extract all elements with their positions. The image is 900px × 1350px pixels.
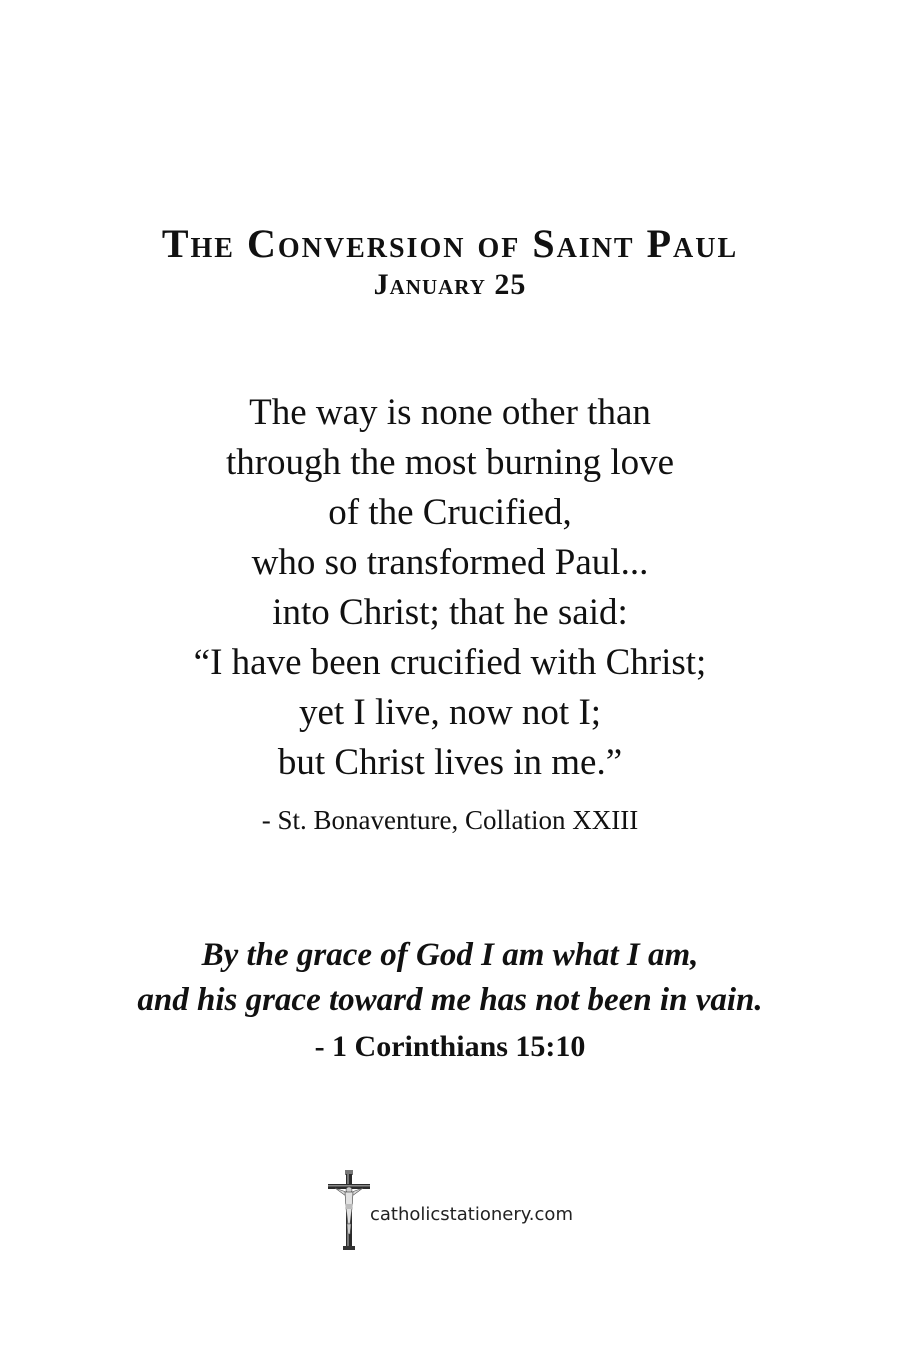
quote-line: of the Crucified,: [328, 492, 572, 533]
scripture-reference: - 1 Corinthians 15:10: [314, 1030, 586, 1063]
quote-line: into Christ; that he said:: [272, 592, 628, 633]
quote-line: The way is none other than: [249, 392, 651, 433]
quote-line: “I have been crucified with Christ;: [193, 642, 707, 683]
quote-line: yet I live, now not I;: [298, 692, 602, 733]
website-label: catholicstationery.com: [370, 1204, 573, 1225]
feast-date: January 25: [373, 268, 527, 301]
feast-title: The Conversion of Saint Paul: [161, 221, 739, 266]
quote-line: but Christ lives in me.”: [277, 742, 623, 783]
quote-line: who so transformed Paul...: [251, 542, 649, 583]
scripture-verse: [0, 933, 900, 1023]
bonaventure-quote: [0, 388, 900, 788]
crucifix-icon: [326, 1168, 372, 1252]
scripture-line: and his grace toward me has not been in vain.: [137, 982, 763, 1018]
footer-branding: [326, 1168, 626, 1252]
quote-line: through the most burning love: [225, 442, 675, 483]
quote-attribution: - St. Bonaventure, Collation XXIII: [261, 805, 639, 835]
scripture-line: By the grace of God I am what I am,: [201, 937, 699, 973]
